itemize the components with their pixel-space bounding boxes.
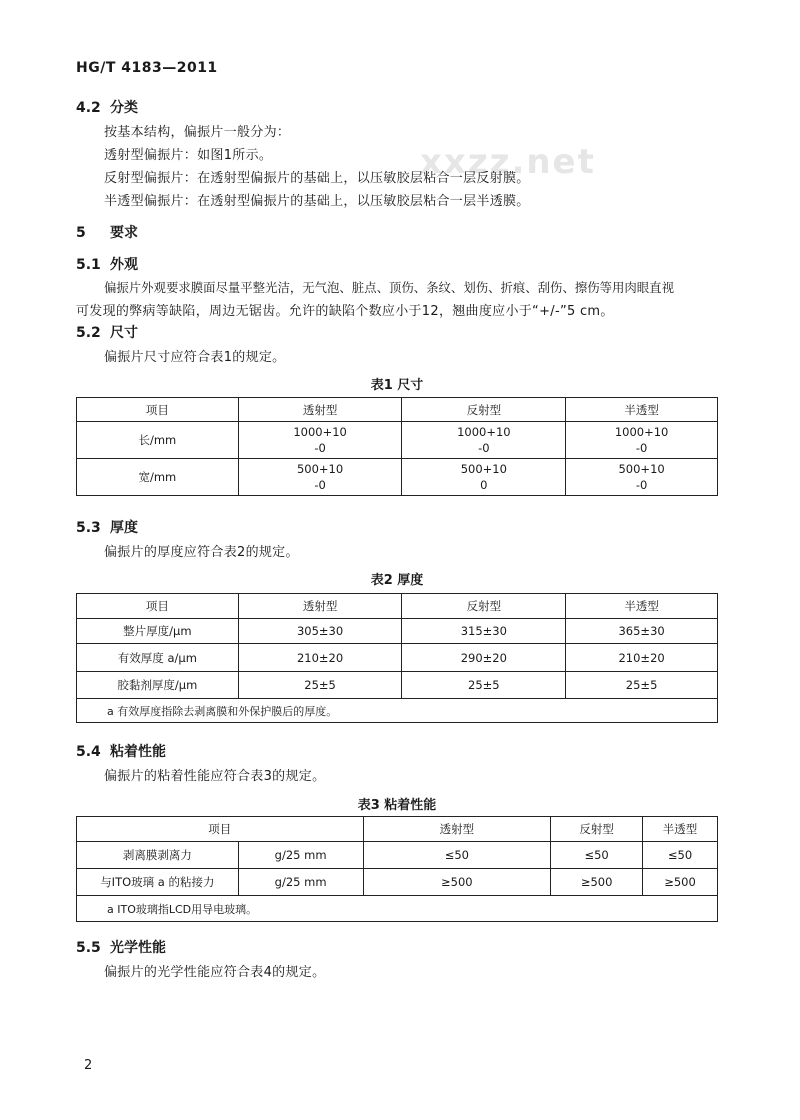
header-cell: 半透型 <box>643 817 718 842</box>
section-title: 尺寸 <box>110 325 138 341</box>
header-cell: 透射型 <box>238 594 402 619</box>
paragraph-line: 透射型偏振片：如图1所示。 <box>104 148 273 163</box>
value-cell: 365±30 <box>566 619 718 644</box>
table1-size <box>76 397 718 496</box>
table3-adhesion <box>76 816 718 922</box>
tolerance-lower: -0 <box>635 441 648 455</box>
value-cell: ≥500 <box>363 869 551 896</box>
tolerance-lower: -0 <box>314 441 326 455</box>
header-cell: 项目 <box>77 398 239 422</box>
table3-caption: 表3 粘着性能 <box>357 798 437 813</box>
section-heading-5-2 <box>76 322 138 342</box>
section-number: 5.3 <box>76 520 101 536</box>
value-cell: ≥500 <box>643 869 718 896</box>
table-row <box>77 644 718 672</box>
tolerance-upper: 1000+10 <box>457 425 511 439</box>
tolerance-lower: -0 <box>478 441 490 455</box>
header-cell: 透射型 <box>363 817 551 842</box>
value-cell: ≤50 <box>551 842 643 869</box>
row-label: 与ITO玻璃 a 的粘接力 <box>77 869 239 896</box>
value-cell <box>566 422 718 459</box>
section-heading-5 <box>76 222 138 242</box>
value-cell <box>238 459 402 496</box>
header-cell: 透射型 <box>238 398 402 422</box>
section-heading-5-1 <box>76 254 138 274</box>
tolerance-lower: -0 <box>635 478 648 492</box>
section-title: 外观 <box>110 257 138 273</box>
paragraph-line: 偏振片的光学性能应符合表4的规定。 <box>104 965 326 980</box>
value-cell: 25±5 <box>566 672 718 699</box>
table2-thickness <box>76 593 718 723</box>
header-cell: 反射型 <box>551 817 643 842</box>
section-number: 5 <box>76 225 86 241</box>
unit-cell: g/25 mm <box>238 869 363 896</box>
section-heading-5-3 <box>76 517 138 537</box>
table-row <box>77 672 718 699</box>
header-cell: 半透型 <box>566 594 718 619</box>
paragraph-line: 偏振片的厚度应符合表2的规定。 <box>104 545 299 560</box>
paragraph-line: 偏振片尺寸应符合表1的规定。 <box>104 350 286 365</box>
table-header-row <box>77 817 718 842</box>
value-cell <box>402 459 566 496</box>
value-cell: ≤50 <box>363 842 551 869</box>
table-row <box>77 619 718 644</box>
section-title: 粘着性能 <box>110 744 166 760</box>
section-title: 要求 <box>110 225 138 241</box>
table-row <box>77 459 718 496</box>
table2-caption: 表2 厚度 <box>370 573 424 588</box>
paragraph-line: 偏振片的粘着性能应符合表3的规定。 <box>104 769 326 784</box>
value-cell: ≥500 <box>551 869 643 896</box>
tolerance-upper: 500+10 <box>618 462 665 476</box>
value-cell: 25±5 <box>402 672 566 699</box>
row-label: 宽/mm <box>77 459 239 496</box>
value-cell <box>238 422 402 459</box>
paragraph-line: 半透型偏振片：在透射型偏振片的基础上，以压敏胶层粘合一层半透膜。 <box>104 194 530 209</box>
section-number: 4.2 <box>76 100 101 116</box>
table1-caption: 表1 尺寸 <box>370 378 424 393</box>
table-row <box>77 422 718 459</box>
section-title: 分类 <box>110 100 138 116</box>
value-cell: 305±30 <box>238 619 402 644</box>
value-cell <box>402 422 566 459</box>
tolerance-upper: 500+10 <box>460 462 507 476</box>
row-label: 剥离膜剥离力 <box>77 842 239 869</box>
unit-cell: g/25 mm <box>238 842 363 869</box>
watermark: xxzz.net <box>420 142 596 182</box>
row-label: 长/mm <box>77 422 239 459</box>
table-note-row <box>77 896 718 922</box>
section-title: 光学性能 <box>110 940 166 956</box>
table-footnote: a 有效厚度指除去剥离膜和外保护膜后的厚度。 <box>77 699 718 723</box>
section-heading-5-4 <box>76 741 166 761</box>
section-heading-4-2 <box>76 97 138 117</box>
paragraph-line: 可发现的弊病等缺陷，周边无锯齿。允许的缺陷个数应小于12，翘曲度应小于“+/-”5 cm。 <box>76 304 614 319</box>
table-note-row <box>77 699 718 723</box>
table-footnote: a ITO玻璃指LCD用导电玻璃。 <box>77 896 718 922</box>
value-cell: ≤50 <box>643 842 718 869</box>
value-cell <box>566 459 718 496</box>
tolerance-upper: 1000+10 <box>614 425 669 439</box>
table-header-row <box>77 398 718 422</box>
tolerance-lower: -0 <box>314 478 326 492</box>
paragraph-line: 按基本结构，偏振片一般分为： <box>104 125 291 140</box>
header-cell: 项目 <box>77 594 239 619</box>
section-number: 5.2 <box>76 325 101 341</box>
table-row <box>77 842 718 869</box>
tolerance-upper: 500+10 <box>296 462 344 476</box>
paragraph-line: 偏振片外观要求膜面尽量平整光洁，无气泡、脏点、顶伤、条纹、划伤、折痕、刮伤、擦伤等用肉眼直视 <box>104 280 674 295</box>
header-cell: 半透型 <box>566 398 718 422</box>
section-number: 5.4 <box>76 744 101 760</box>
section-number: 5.5 <box>76 940 101 956</box>
section-title: 厚度 <box>110 520 138 536</box>
row-label: 胶黏剂厚度/μm <box>77 672 239 699</box>
value-cell: 290±20 <box>402 644 566 672</box>
value-cell: 25±5 <box>238 672 402 699</box>
section-heading-5-5 <box>76 937 166 957</box>
value-cell: 210±20 <box>238 644 402 672</box>
row-label: 有效厚度 a/μm <box>77 644 239 672</box>
table-header-row <box>77 594 718 619</box>
paragraph-line: 反射型偏振片：在透射型偏振片的基础上，以压敏胶层粘合一层反射膜。 <box>104 171 530 186</box>
standard-number: HG/T 4183—2011 <box>76 60 218 76</box>
section-number: 5.1 <box>76 257 101 273</box>
page-number: 2 <box>84 1058 93 1073</box>
value-cell: 315±30 <box>402 619 566 644</box>
header-cell: 反射型 <box>402 594 566 619</box>
header-cell: 项目 <box>77 817 364 842</box>
header-cell: 反射型 <box>402 398 566 422</box>
value-cell: 210±20 <box>566 644 718 672</box>
table-row <box>77 869 718 896</box>
tolerance-upper: 1000+10 <box>293 425 347 439</box>
row-label: 整片厚度/μm <box>77 619 239 644</box>
tolerance-lower: 0 <box>480 478 488 492</box>
